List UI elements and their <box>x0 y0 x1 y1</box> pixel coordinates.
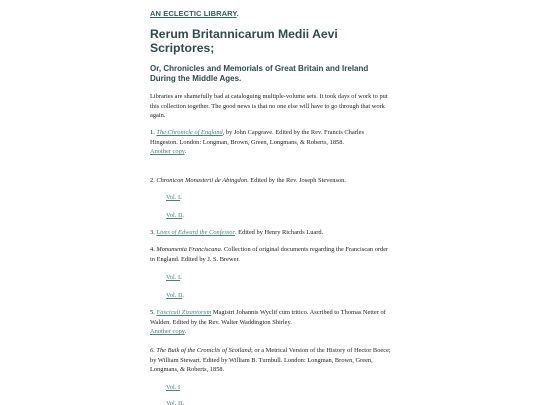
page-title: Rerum Britannicarum Medii Aevi Scriptores; <box>150 27 338 55</box>
site-period: . <box>236 9 239 18</box>
volume-item: Vol. I. <box>166 274 182 281</box>
volume-link[interactable]: Vol. I <box>166 384 181 391</box>
entry-title-link[interactable]: Lives of Edward the Confessor <box>156 229 235 236</box>
entry-title-link[interactable]: The Chronicle of England <box>156 129 223 136</box>
page-subtitle: Or, Chronicles and Memorials of Great Britain and Ireland During the Middle Ages. <box>150 64 369 83</box>
entry-number: 3. <box>150 229 157 236</box>
entry-title: Monumenta Franciscana <box>156 246 221 253</box>
entry-1: 1. The Chronicle of England, by John Capgrave. Edited by the Rev. Francis Charles Hingeston. London: Longman, Brown, Green, Longmans, & Roberts, 1858. Another copy. <box>150 129 364 155</box>
site-home-link[interactable]: AN ECLECTIC LIBRARY <box>150 9 237 18</box>
entry-number: 4. <box>150 246 157 253</box>
entry-number: 1. <box>150 129 157 136</box>
another-copy-link[interactable]: Another copy <box>150 328 185 335</box>
entry-6 <box>150 346 392 375</box>
entry-details: , by John Capgrave. Edited by the Rev. Francis Charles Hingeston. London: Longman, Brown, Green, Longmans, & Roberts, 1858. <box>150 129 364 146</box>
volume-link[interactable]: Vol. II <box>166 212 183 219</box>
volume-link[interactable]: Vol. I <box>166 194 181 201</box>
volume-item: Vol. II. <box>166 292 184 299</box>
volume-link[interactable]: Vol. I <box>166 274 181 281</box>
volume-link[interactable]: Vol. II <box>166 292 183 299</box>
entry-3 <box>150 228 392 238</box>
another-copy-link[interactable]: Another copy <box>150 148 185 155</box>
volume-item <box>166 383 180 393</box>
entry-details: . Edited by the Rev. Joseph Stevenson. <box>247 177 346 184</box>
entry-details: ; or a Metrical Version of the History of Hector Boece; by William Stewart. Edited by William B. Turnbull. London: Longman, Brown, Green, Longmans, & Roberts, 1858. <box>150 347 391 373</box>
entry-title: The Buik of the Croniclis of Scotland <box>156 347 251 354</box>
entry-details: . Edited by Henry Richards Luard. <box>234 229 324 236</box>
entry-details: . Collection of original documents regarding the Franciscan order in England. Edited by J. S. Brewer. <box>150 246 389 263</box>
volume-item: Vol. II. <box>166 400 184 405</box>
entry-number: 5. <box>150 309 157 316</box>
volume-link[interactable]: Vol. II <box>166 400 183 405</box>
entry-number: 2. <box>150 177 157 184</box>
entry-number: 6. <box>150 347 157 354</box>
entry-4 <box>150 245 392 264</box>
entry-title-link[interactable]: Fasciculi Zizaniorum <box>156 309 212 316</box>
entry-2 <box>150 176 392 186</box>
entry-details: Magistri Johannis Wyclif cum tritico. Ascribed to Thomas Netter of Walden. Edited by the Rev. Walter Waddington Shirley. <box>150 309 386 326</box>
site-header <box>150 9 239 18</box>
volume-item: Vol. I. <box>166 194 182 201</box>
volume-item: Vol. II. <box>166 212 184 219</box>
entry-title: Chronicon Monasterii de Abingdon <box>156 177 248 184</box>
entry-5: 5. Fasciculi Zizaniorum Magistri Johannis Wyclif cum tritico. Ascribed to Thomas Netter of Walden. Edited by the Rev. Walter Waddington Shirley. Another copy. <box>150 309 386 335</box>
intro-paragraph: Libraries are shamefully bad at cataloguing multiple-volume sets. It took days of work to put this collection together. The good news is that no one else will have to go through that work again. <box>150 93 388 119</box>
